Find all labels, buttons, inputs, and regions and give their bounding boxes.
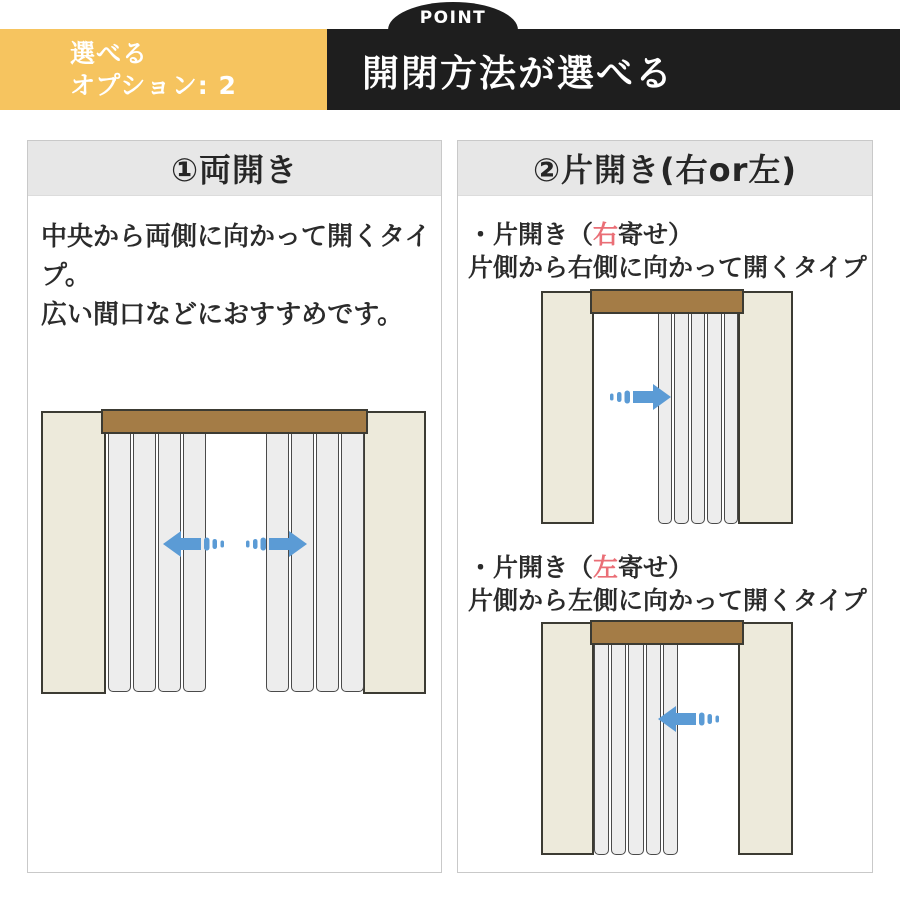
- curtain-rail: [101, 409, 368, 434]
- curtain-panel: [663, 644, 678, 855]
- panel-single-open-title: ②片開き(右or左): [532, 151, 798, 189]
- curtain-panel: [707, 313, 721, 524]
- title-bar: [327, 29, 900, 110]
- both-open-description-line2: 広い間口などにおすすめです。: [41, 300, 404, 330]
- open-direction-arrow-left-icon: [162, 530, 224, 558]
- curtain-panel: [133, 433, 156, 692]
- diagram-single-open-left: [541, 620, 793, 856]
- curtain-panel: [316, 433, 339, 692]
- wall-right: [738, 291, 793, 524]
- panel-both-open: [27, 140, 442, 873]
- both-open-description: [41, 218, 441, 335]
- single-open-right-label: [468, 218, 693, 251]
- curtain-panel: [724, 313, 738, 524]
- single-open-left-label-suffix: 寄せ）: [618, 553, 694, 582]
- panel-single-open: [457, 140, 873, 873]
- curtain-rail: [590, 620, 744, 645]
- curtain-panels-right: [266, 433, 364, 692]
- wall-left: [41, 411, 106, 694]
- wall-right: [738, 622, 793, 855]
- single-open-right-description: 片側から右側に向かって開くタイプ: [468, 253, 867, 282]
- wall-right: [363, 411, 426, 694]
- page-title: 開閉方法が選べる: [362, 51, 674, 95]
- panel-single-open-header: [458, 141, 872, 196]
- curtain-panel: [108, 433, 131, 692]
- option-ribbon: [0, 29, 327, 110]
- both-open-description-line1: 中央から両側に向かって開くタイプ。: [41, 222, 431, 291]
- single-open-right-label-highlight: 右: [593, 220, 619, 249]
- curtain-panel: [611, 644, 626, 855]
- curtain-panel: [646, 644, 661, 855]
- curtain-panel: [266, 433, 289, 692]
- panel-both-open-body: [28, 196, 441, 873]
- curtain-panel: [291, 433, 314, 692]
- curtain-panel: [674, 313, 688, 524]
- curtain-panel: [628, 644, 643, 855]
- wall-left: [541, 291, 594, 524]
- curtain-panels-gathered-right: [658, 313, 738, 524]
- diagram-both-open: [41, 409, 426, 696]
- curtain-panel: [691, 313, 705, 524]
- curtain-panel: [183, 433, 206, 692]
- open-direction-arrow-right-icon: [610, 383, 672, 411]
- option-ribbon-line2: オプション: 2: [70, 71, 237, 100]
- single-open-left-label: [468, 551, 693, 584]
- single-open-left-label-highlight: 左: [593, 553, 619, 582]
- panel-both-open-title: ①両開き: [170, 151, 299, 189]
- single-open-right-label-prefix: ・片開き（: [468, 220, 594, 249]
- point-badge: [388, 2, 518, 30]
- wall-left: [541, 622, 594, 855]
- curtain-panels-left: [108, 433, 206, 692]
- diagram-single-open-right: [541, 289, 793, 525]
- open-direction-arrow-left-icon: [657, 705, 719, 733]
- curtain-panel: [158, 433, 181, 692]
- open-direction-arrow-right-icon: [246, 530, 308, 558]
- panel-single-open-body: [458, 196, 872, 873]
- curtain-panel: [658, 313, 672, 524]
- point-badge-label: POINT: [419, 8, 487, 28]
- panel-both-open-header: [28, 141, 441, 196]
- curtain-panel: [594, 644, 609, 855]
- single-open-left-description: 片側から左側に向かって開くタイプ: [468, 586, 867, 615]
- curtain-rail: [590, 289, 744, 314]
- curtain-panels-gathered-left: [594, 644, 678, 855]
- option-ribbon-line1: 選べる: [70, 39, 149, 68]
- single-open-right-label-suffix: 寄せ）: [618, 220, 694, 249]
- curtain-panel: [341, 433, 364, 692]
- single-open-left-label-prefix: ・片開き（: [468, 553, 594, 582]
